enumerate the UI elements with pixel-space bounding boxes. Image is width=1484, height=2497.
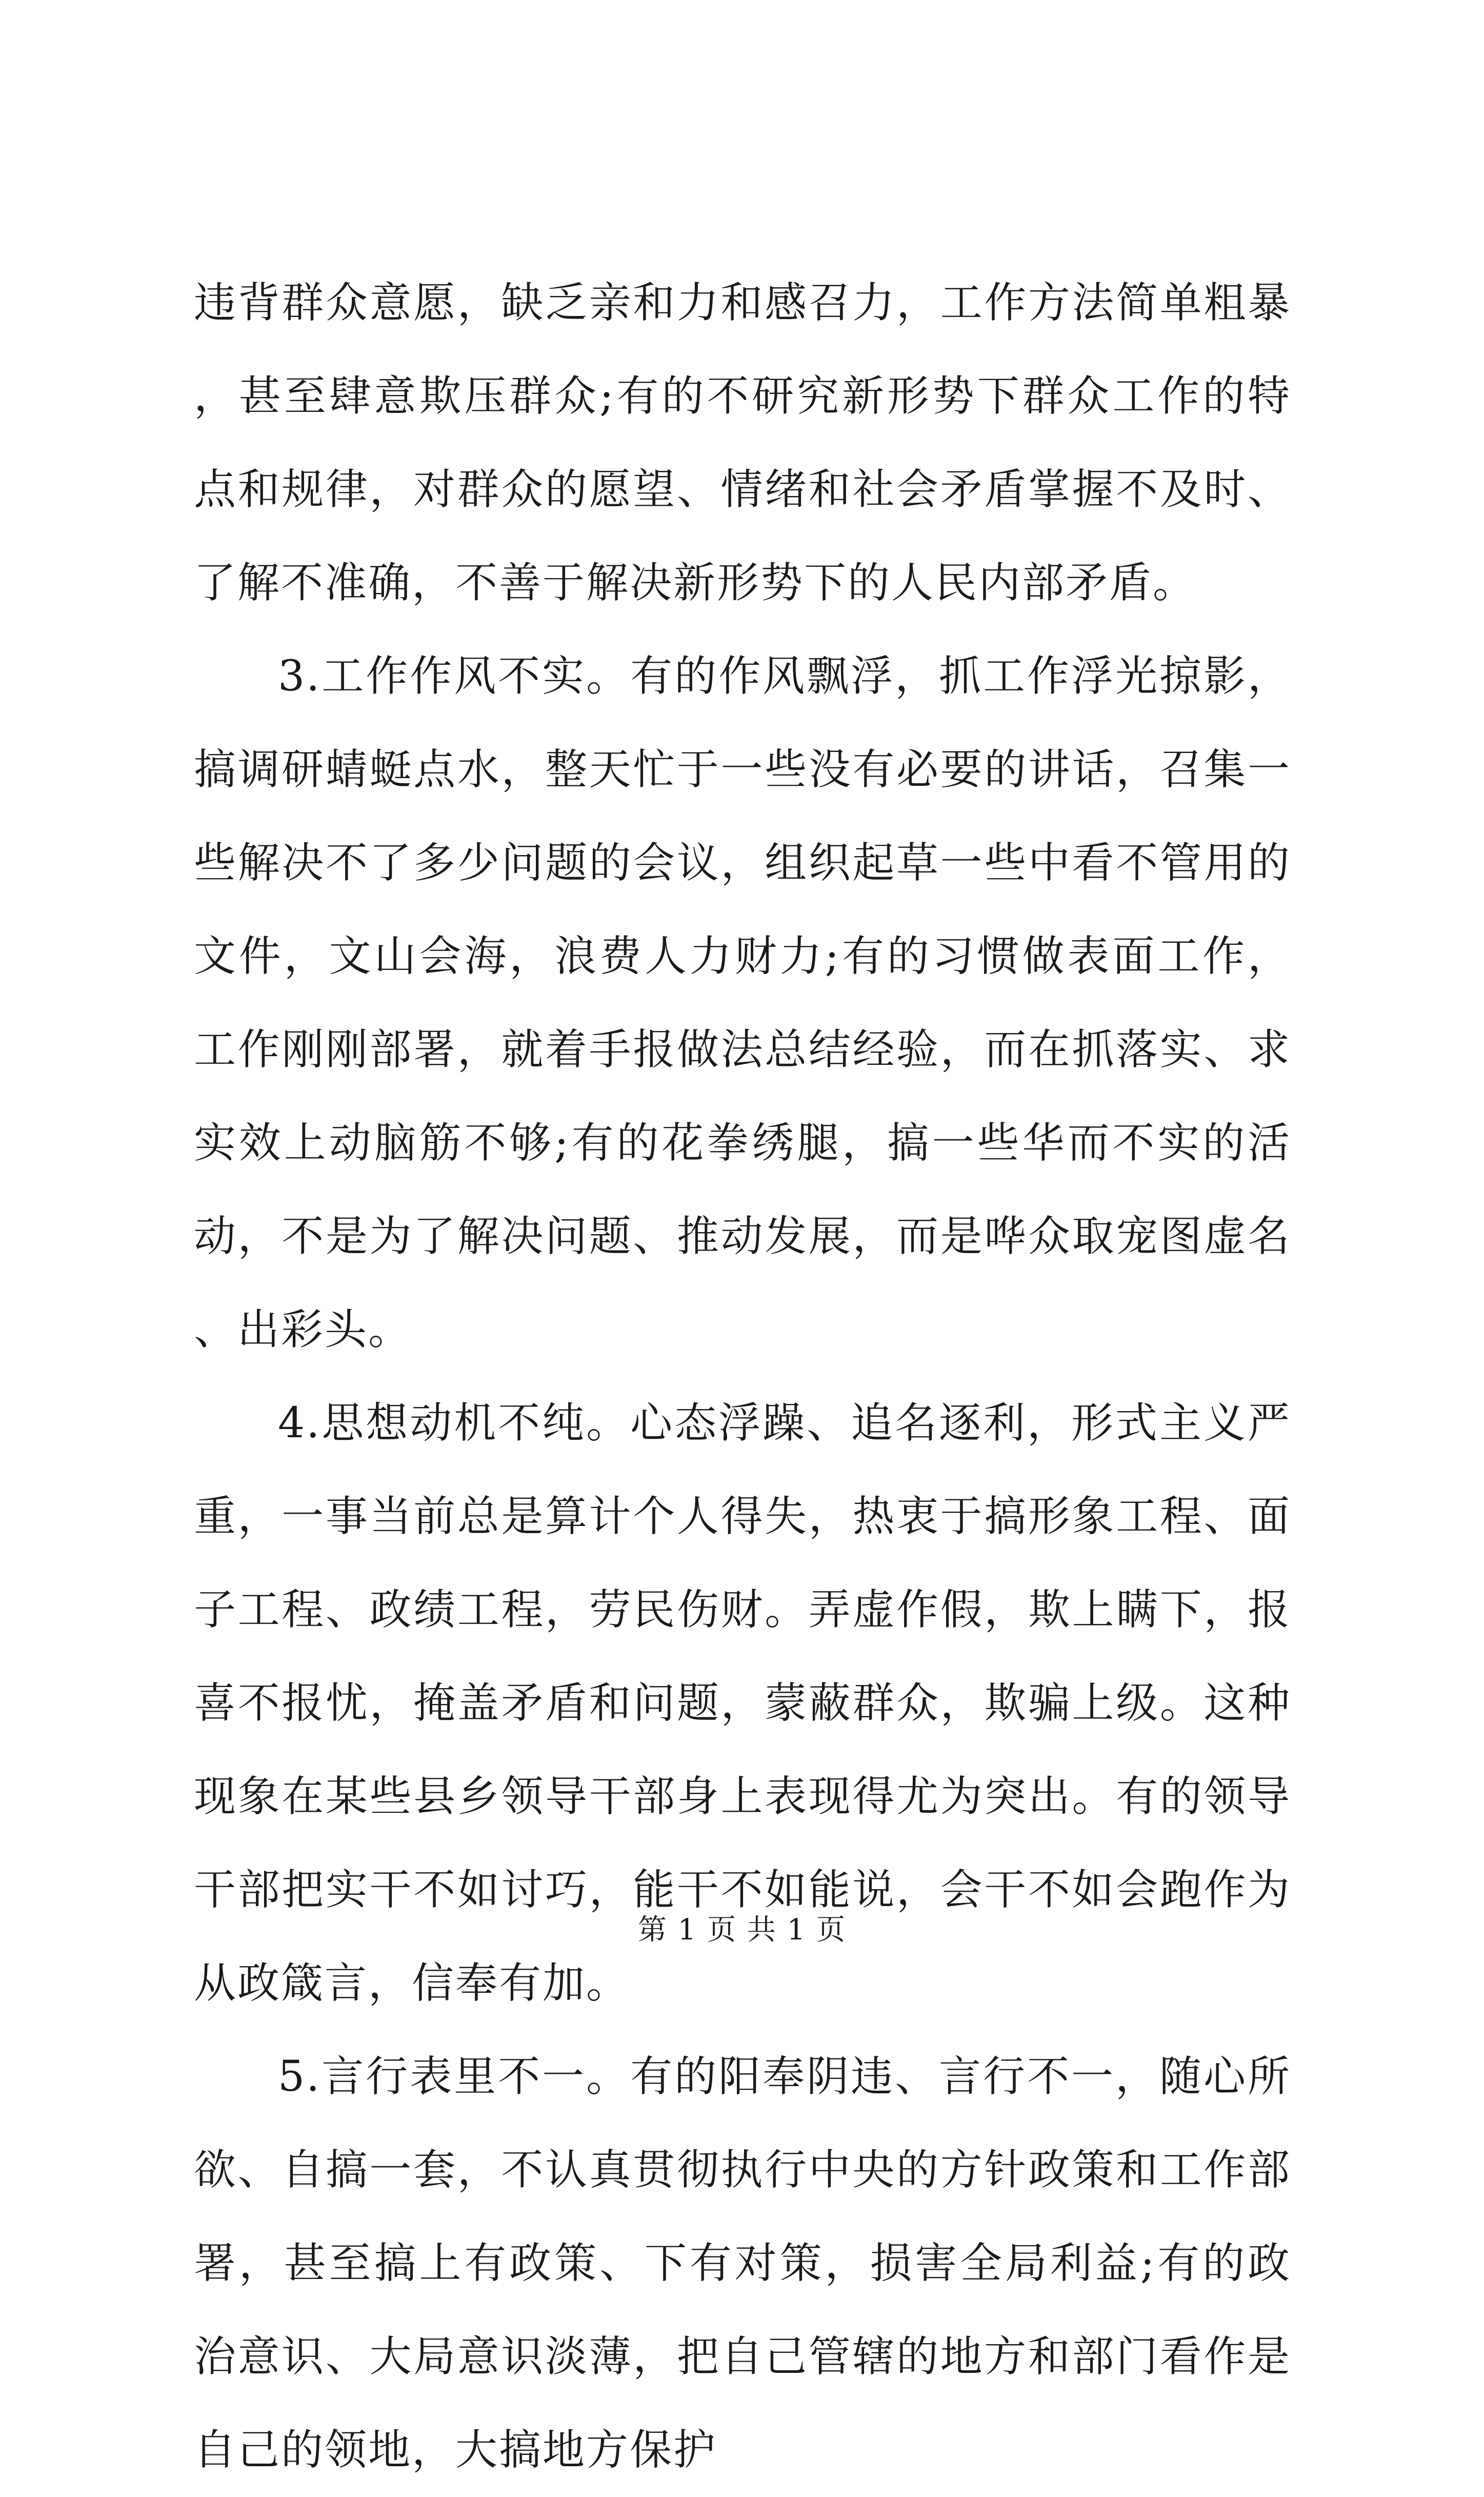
paragraph-1: 违背群众意愿，缺乏亲和力和感召力，工作方法简单粗暴，甚至肆意欺压群众;有的不研究新形势下群众工作的特点和规律，对群众的愿望、情绪和社会矛盾掌握不及时、了解不准确，不善于解决新形势下的人民内部矛盾。	[194, 279, 1291, 607]
page-footer: 第 1 页 共 1 页	[637, 1913, 847, 1947]
paragraph-2: 3.工作作风不实。有的作风飘浮，抓工作浮光掠影，搞调研蜻蜓点水，整天忙于一些没有必要的讲话，召集一些解决不了多少问题的会议，组织起草一些中看不管用的文件，文山会海，浪费人力财力;有的习惯做表面工作，工作刚刚部署，就着手报做法总结经验，而在抓落实、求实效上动脑筋不够;有的花拳绣腿，搞一些华而不实的活动，不是为了解决问题、推动发展，而是哗众取宠图虚名、出彩头。	[194, 652, 1291, 1354]
paragraph-4: 5.言行表里不一。有的阳奉阴违、言行不一，随心所欲、自搞一套，不认真贯彻执行中央的方针政策和工作部署，甚至搞上有政策、下有对策，损害全局利益;有的政治意识、大局意识淡薄，把自己管辖的地方和部门看作是自己的领地，大搞地方保护	[194, 2052, 1291, 2474]
paragraph-3: 4.思想动机不纯。心态浮躁、追名逐利，形式主义严重，一事当前总是算计个人得失，热衷于搞形象工程、面子工程、政绩工程，劳民伤财。弄虚作假，欺上瞒下，报喜不报忧，掩盖矛盾和问题，蒙蔽群众，欺骗上级。这种现象在某些县乡领导干部身上表现得尤为突出。有的领导干部把实干不如讨巧，能干不如能说，会干不如会跑作为从政箴言，信奉有加。	[194, 1399, 1291, 2008]
document-body	[194, 256, 1291, 2497]
